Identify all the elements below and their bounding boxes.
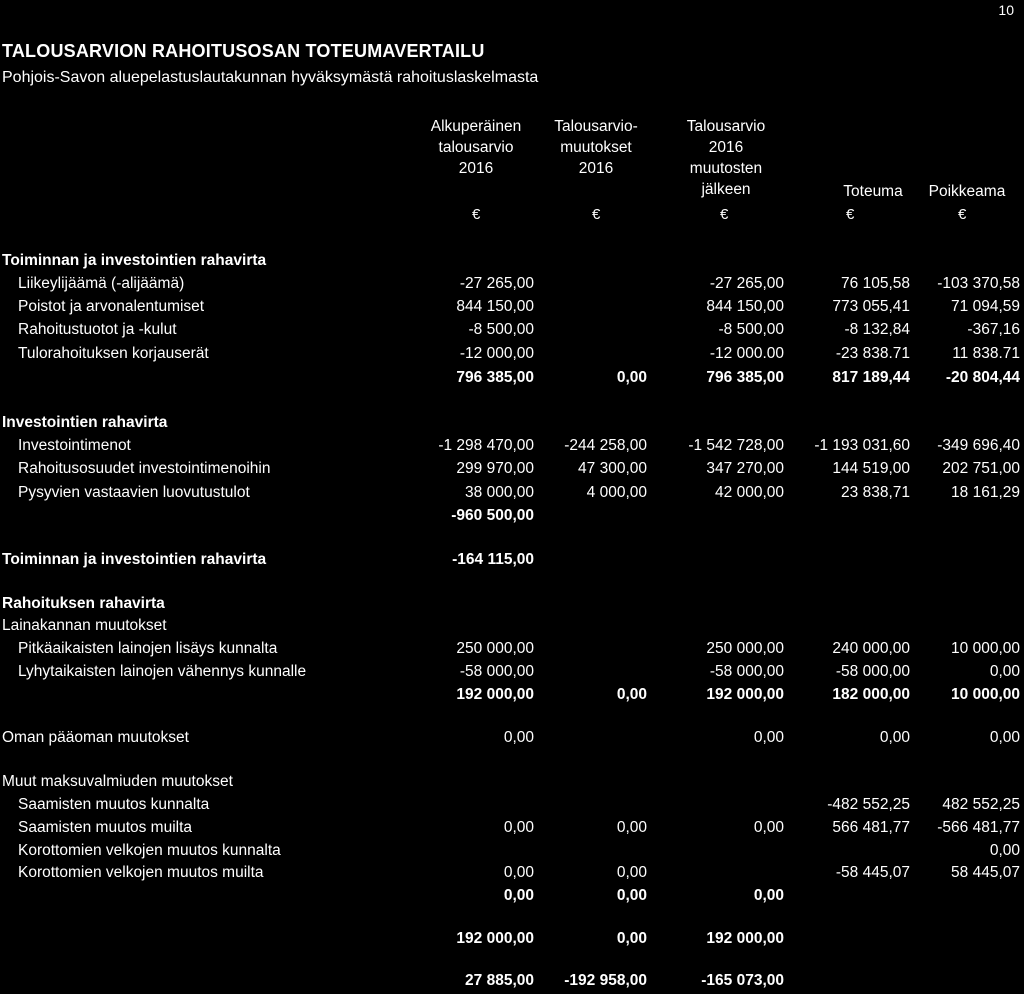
document-subtitle: Pohjois-Savon aluepelastuslautakunnan hyväksymästä rahoituslaskelmasta <box>2 69 539 86</box>
row-value: 0,00 <box>616 887 647 904</box>
row-label: Toiminnan ja investointien rahavirta <box>2 252 267 269</box>
row-value: 38 000,00 <box>465 484 534 501</box>
currency-symbol: € <box>720 206 729 223</box>
table-row <box>0 369 1024 391</box>
column-header-line: Talousarvio- <box>554 118 638 135</box>
table-row <box>0 484 1024 506</box>
table-row <box>0 507 1024 529</box>
row-value: -1 542 728,00 <box>688 437 784 454</box>
row-label: Lyhytaikaisten lainojen vähennys kunnalle <box>18 663 307 680</box>
row-value: -482 552,25 <box>827 796 910 813</box>
currency-symbol: € <box>592 206 601 223</box>
row-value: 42 000,00 <box>715 484 784 501</box>
table-row <box>0 686 1024 708</box>
row-label: Saamisten muutos muilta <box>18 819 193 836</box>
row-value: -164 115,00 <box>452 551 534 568</box>
currency-symbol: € <box>846 206 855 223</box>
table-row <box>0 796 1024 818</box>
table-row <box>0 972 1024 994</box>
row-value: 0,00 <box>616 369 647 386</box>
column-header-line: 2016 <box>708 139 744 156</box>
table-row <box>0 663 1024 685</box>
row-value: -349 696,40 <box>937 437 1020 454</box>
row-value: -103 370,58 <box>937 275 1020 292</box>
row-label: Liikeylijäämä (-alijäämä) <box>18 275 185 292</box>
row-value: 844 150,00 <box>456 298 534 315</box>
row-value: 192 000,00 <box>706 930 784 947</box>
column-header-original-budget <box>411 116 541 179</box>
row-value: -23 838.71 <box>835 345 910 362</box>
row-value: 192 000,00 <box>456 930 534 947</box>
row-value: 182 000,00 <box>832 686 910 703</box>
row-label: Lainakannan muutokset <box>2 617 167 634</box>
row-value: -1 298 470,00 <box>438 437 534 454</box>
table-row <box>0 252 1024 274</box>
row-label: Rahoituksen rahavirta <box>2 595 165 612</box>
row-value: 0,00 <box>989 663 1020 680</box>
row-value: 10 000,00 <box>951 640 1020 657</box>
row-value: 796 385,00 <box>706 369 784 386</box>
row-label: Pitkäaikaisten lainojen lisäys kunnalta <box>18 640 278 657</box>
row-value: -27 265,00 <box>709 275 784 292</box>
row-value: -165 073,00 <box>701 972 784 989</box>
row-value: 202 751,00 <box>942 460 1020 477</box>
table-row <box>0 773 1024 795</box>
row-value: 23 838,71 <box>841 484 910 501</box>
column-header-line: Alkuperäinen <box>430 118 522 135</box>
row-value: 844 150,00 <box>706 298 784 315</box>
row-label: Oman pääoman muutokset <box>2 729 189 746</box>
table-row <box>0 930 1024 952</box>
column-header-line: 2016 <box>578 160 614 177</box>
row-value: 192 000,00 <box>706 686 784 703</box>
row-value: 58 445,07 <box>951 864 1020 881</box>
row-value: 0,00 <box>616 864 647 881</box>
row-value: 0,00 <box>503 864 534 881</box>
row-value: 250 000,00 <box>456 640 534 657</box>
row-value: -960 500,00 <box>451 507 534 524</box>
row-value: 0,00 <box>989 729 1020 746</box>
table-row <box>0 437 1024 459</box>
row-label: Rahoitusosuudet investointimenoihin <box>18 460 271 477</box>
row-value: 11 838.71 <box>952 345 1020 362</box>
row-value: -12 000.00 <box>709 345 784 362</box>
row-value: 566 481,77 <box>832 819 910 836</box>
row-label: Tulorahoituksen korjauserät <box>18 345 209 362</box>
table-row <box>0 617 1024 639</box>
row-value: 71 094,59 <box>951 298 1020 315</box>
row-label: Investointimenot <box>18 437 131 454</box>
row-value: -58 000,00 <box>709 663 784 680</box>
table-row <box>0 842 1024 864</box>
row-label: Investointien rahavirta <box>2 414 168 431</box>
column-header-line: jälkeen <box>701 181 751 198</box>
table-row <box>0 864 1024 886</box>
table-row <box>0 321 1024 343</box>
row-value: 482 552,25 <box>942 796 1020 813</box>
column-header-line: muutokset <box>560 139 632 156</box>
table-row <box>0 460 1024 482</box>
row-value: 192 000,00 <box>456 686 534 703</box>
row-value: 347 270,00 <box>706 460 784 477</box>
column-header-line: talousarvio <box>438 139 514 156</box>
table-row <box>0 640 1024 662</box>
row-value: 18 161,29 <box>951 484 1020 501</box>
row-value: -367,16 <box>967 321 1020 338</box>
row-value: 0,00 <box>753 819 784 836</box>
table-row <box>0 275 1024 297</box>
row-value: 0,00 <box>503 819 534 836</box>
row-label: Pysyvien vastaavien luovutustulot <box>18 484 250 501</box>
row-label: Saamisten muutos kunnalta <box>18 796 210 813</box>
row-value: 0,00 <box>616 686 647 703</box>
row-label: Toiminnan ja investointien rahavirta <box>2 551 267 568</box>
table-row <box>0 551 1024 573</box>
row-value: 240 000,00 <box>832 640 910 657</box>
table-row <box>0 819 1024 841</box>
row-value: 0,00 <box>503 729 534 746</box>
row-value: -20 804,44 <box>945 369 1020 386</box>
row-value: -27 265,00 <box>459 275 534 292</box>
row-value: 817 189,44 <box>832 369 910 386</box>
table-row <box>0 298 1024 320</box>
row-value: 10 000,00 <box>951 686 1020 703</box>
row-value: 76 105,58 <box>841 275 910 292</box>
row-label: Korottomien velkojen muutos kunnalta <box>18 842 281 859</box>
row-value: 773 055,41 <box>832 298 910 315</box>
table-row <box>0 887 1024 909</box>
document-title: TALOUSARVION RAHOITUSOSAN TOTEUMAVERTAILU <box>2 41 485 61</box>
row-value: 0,00 <box>616 819 647 836</box>
column-header-line: 2016 <box>458 160 494 177</box>
row-value: 299 970,00 <box>456 460 534 477</box>
row-value: -58 445,07 <box>835 864 910 881</box>
row-value: 0,00 <box>503 887 534 904</box>
row-value: 47 300,00 <box>578 460 647 477</box>
row-value: 0,00 <box>753 729 784 746</box>
row-value: -8 500,00 <box>468 321 534 338</box>
row-value: -1 193 031,60 <box>814 437 910 454</box>
row-label: Korottomien velkojen muutos muilta <box>18 864 264 881</box>
row-value: 250 000,00 <box>706 640 784 657</box>
row-value: 796 385,00 <box>456 369 534 386</box>
column-header-line: Talousarvio <box>686 118 766 135</box>
row-value: 144 519,00 <box>832 460 910 477</box>
column-header-budget-after-changes <box>661 116 791 200</box>
column-header-deviation <box>902 181 1024 202</box>
row-value: 0,00 <box>616 930 647 947</box>
row-value: 0,00 <box>753 887 784 904</box>
row-value: -566 481,77 <box>937 819 1020 836</box>
row-label: Poistot ja arvonalentumiset <box>18 298 205 315</box>
page-number: 10 <box>998 2 1014 18</box>
row-label: Muut maksuvalmiuden muutokset <box>2 773 233 790</box>
row-value: 0,00 <box>879 729 910 746</box>
column-header-line: Poikkeama <box>928 183 1006 200</box>
row-value: -8 132,84 <box>844 321 910 338</box>
table-row <box>0 414 1024 436</box>
table-row <box>0 595 1024 617</box>
row-value: -58 000,00 <box>835 663 910 680</box>
currency-symbol: € <box>958 206 967 223</box>
column-header-line: muutosten <box>689 160 763 177</box>
currency-symbol: € <box>472 206 481 223</box>
row-value: -192 958,00 <box>564 972 647 989</box>
table-row <box>0 729 1024 751</box>
row-value: -244 258,00 <box>564 437 647 454</box>
table-row <box>0 345 1024 367</box>
column-header-budget-changes <box>531 116 661 179</box>
row-value: -58 000,00 <box>459 663 534 680</box>
row-value: -12 000,00 <box>459 345 534 362</box>
row-value: -8 500,00 <box>718 321 784 338</box>
row-value: 27 885,00 <box>465 972 534 989</box>
row-value: 0,00 <box>989 842 1020 859</box>
row-label: Rahoitustuotot ja -kulut <box>18 321 177 338</box>
column-header-line: Toteuma <box>843 183 903 200</box>
row-value: 4 000,00 <box>586 484 647 501</box>
